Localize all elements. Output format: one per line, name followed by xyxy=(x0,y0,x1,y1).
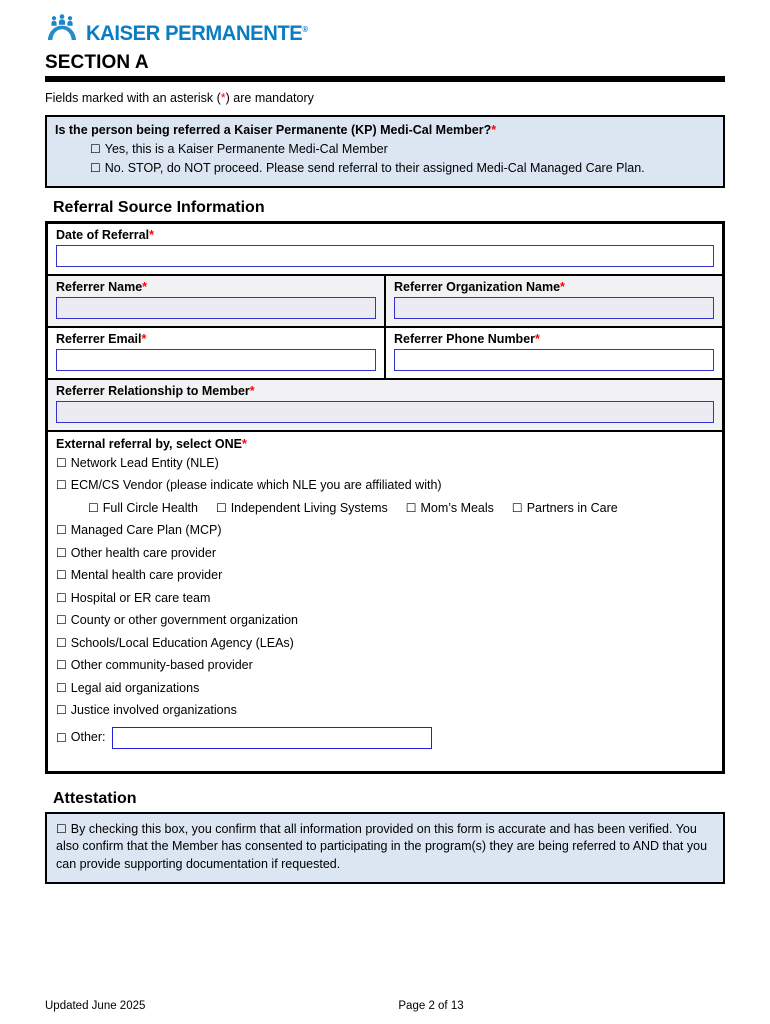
checkbox-icon[interactable]: ☐ xyxy=(215,500,227,515)
referral-source-form xyxy=(45,221,725,774)
field-label: Referrer Phone Number* xyxy=(394,331,540,346)
field-referrer-phone-number xyxy=(386,328,722,378)
checkbox-icon[interactable]: ☐ xyxy=(56,658,67,673)
eligibility-option-yes[interactable] xyxy=(90,140,715,159)
eligibility-option-no[interactable] xyxy=(90,159,715,178)
note-suffix: ) are mandatory xyxy=(225,90,314,105)
checkbox-icon[interactable]: ☐ xyxy=(56,730,67,745)
external-referral-block xyxy=(48,432,722,771)
field-referrer-relationship xyxy=(48,380,722,430)
checkbox-other-row xyxy=(56,727,714,749)
form-row-name-org xyxy=(48,276,722,328)
checkbox-icon[interactable]: ☐ xyxy=(56,478,67,493)
checkbox-icon[interactable]: ☐ xyxy=(56,613,67,628)
external-referral-heading: External referral by, select ONE* xyxy=(56,436,247,451)
referrer-organization-name-input[interactable] xyxy=(394,297,714,319)
checkbox-icon[interactable]: ☐ xyxy=(88,500,99,515)
checkbox-label: County or other government organization xyxy=(70,613,298,628)
option-label: Yes, this is a Kaiser Permanente Medi-Cal Member xyxy=(104,141,388,156)
vendor-label-full-circle-health: Full Circle Health xyxy=(102,500,198,515)
checkbox-label: Justice involved organizations xyxy=(70,703,237,718)
checkbox-label: Hospital or ER care team xyxy=(70,590,211,605)
required-asterisk: * xyxy=(560,279,565,294)
required-asterisk: * xyxy=(249,383,255,398)
checkbox-label-other: Other: xyxy=(70,730,106,745)
vendor-label-independent-living-systems: Independent Living Systems xyxy=(230,500,388,515)
checkbox-justice-involved-organizations[interactable] xyxy=(56,704,714,717)
form-row-external-referral xyxy=(48,432,722,771)
required-asterisk: * xyxy=(535,331,540,346)
vendor-label-moms-meals: Mom’s Meals xyxy=(420,500,494,515)
checkbox-icon[interactable]: ☐ xyxy=(56,455,67,470)
checkbox-icon[interactable]: ☐ xyxy=(90,161,101,176)
attestation-heading: Attestation xyxy=(53,789,137,807)
vendor-options-row xyxy=(88,502,714,515)
checkbox-label: Other health care provider xyxy=(70,545,216,560)
checkbox-mental-health-care-provider[interactable] xyxy=(56,569,714,582)
field-label: Referrer Organization Name* xyxy=(394,279,565,294)
footer-page-number: Page 2 of 13 xyxy=(398,1000,464,1012)
referrer-relationship-input[interactable] xyxy=(56,401,714,423)
option-label: No. STOP, do NOT proceed. Please send referral to their assigned Medi-Cal Managed Care Plan. xyxy=(104,161,645,176)
attestation-box xyxy=(45,812,725,884)
checkbox-icon[interactable]: ☐ xyxy=(511,500,523,515)
checkbox-other-community-based-provider[interactable] xyxy=(56,659,714,672)
checkbox-icon[interactable]: ☐ xyxy=(56,703,67,718)
checkbox-ecm-cs-vendor[interactable] xyxy=(56,479,714,492)
brand-wordmark: KAISER PERMANENTE® xyxy=(86,22,308,45)
checkbox-label: Other community-based provider xyxy=(70,658,253,673)
checkbox-legal-aid-organizations[interactable] xyxy=(56,682,714,695)
attestation-text: By checking this box, you confirm that all information provided on this form is accurate and has been verified. You also confirm that the Member has consented to participating in the program(s) they are being referred to AND that you can provide supporting documentation if requested. xyxy=(56,821,708,872)
required-asterisk: * xyxy=(141,331,147,346)
checkbox-icon[interactable]: ☐ xyxy=(405,500,417,515)
checkbox-schools-local-education-agency[interactable] xyxy=(56,637,714,650)
field-referrer-name xyxy=(48,276,386,326)
form-row-date xyxy=(48,224,722,276)
checkbox-icon[interactable]: ☐ xyxy=(90,141,101,156)
checkbox-icon[interactable]: ☐ xyxy=(56,590,67,605)
referrer-phone-number-input[interactable] xyxy=(394,349,714,371)
checkbox-label: Mental health care provider xyxy=(70,568,223,583)
note-asterisk: * xyxy=(220,90,226,105)
required-asterisk: * xyxy=(142,279,148,294)
field-label: Date of Referral* xyxy=(56,227,154,242)
page-title: SECTION A xyxy=(45,52,149,73)
field-label: Referrer Name* xyxy=(56,279,148,294)
field-label: Referrer Email* xyxy=(56,331,147,346)
checkbox-label: Network Lead Entity (NLE) xyxy=(70,455,219,470)
checkbox-icon[interactable]: ☐ xyxy=(56,635,67,650)
checkbox-label: Schools/Local Education Agency (LEAs) xyxy=(70,635,294,650)
checkbox-hospital-or-er-care-team[interactable] xyxy=(56,592,714,605)
footer-updated: Updated June 2025 xyxy=(45,1000,146,1012)
form-row-relationship xyxy=(48,380,722,432)
checkbox-icon[interactable]: ☐ xyxy=(56,523,67,538)
required-asterisk: * xyxy=(149,227,154,242)
mandatory-note xyxy=(45,91,725,105)
checkbox-icon[interactable]: ☐ xyxy=(56,568,67,583)
field-label: Referrer Relationship to Member* xyxy=(56,383,255,398)
field-referrer-email xyxy=(48,328,386,378)
note-prefix: Fields marked with an asterisk ( xyxy=(45,90,221,105)
referral-source-heading: Referral Source Information xyxy=(53,198,265,216)
checkbox-label: ECM/CS Vendor (please indicate which NLE you are affiliated with) xyxy=(70,478,442,493)
page-footer xyxy=(0,1000,770,1012)
form-row-email-phone xyxy=(48,328,722,380)
checkbox-network-lead-entity[interactable] xyxy=(56,457,714,470)
field-date-of-referral xyxy=(48,224,722,274)
field-referrer-organization-name xyxy=(386,276,722,326)
title-divider xyxy=(45,76,725,82)
referrer-email-input[interactable] xyxy=(56,349,376,371)
eligibility-box xyxy=(45,115,725,188)
vendor-label-partners-in-care: Partners in Care xyxy=(526,500,618,515)
referrer-name-input[interactable] xyxy=(56,297,376,319)
kaiser-permanente-fan-logo xyxy=(45,14,79,44)
eligibility-question: Is the person being referred a Kaiser Permanente (KP) Medi-Cal Member?* xyxy=(55,122,497,137)
date-of-referral-input[interactable] xyxy=(56,245,714,267)
trademark-mark: ® xyxy=(302,25,308,34)
attestation-checkbox-icon[interactable]: ☐ xyxy=(56,821,67,836)
checkbox-label: Managed Care Plan (MCP) xyxy=(70,523,222,538)
other-text-input[interactable] xyxy=(112,727,432,749)
checkbox-managed-care-plan[interactable] xyxy=(56,524,714,537)
checkbox-other-health-care-provider[interactable] xyxy=(56,547,714,560)
required-asterisk: * xyxy=(491,122,497,137)
checkbox-icon[interactable]: ☐ xyxy=(56,545,67,560)
required-asterisk: * xyxy=(241,436,247,451)
checkbox-county-or-government-organization[interactable] xyxy=(56,614,714,627)
brand-logo xyxy=(45,0,725,44)
checkbox-label: Legal aid organizations xyxy=(70,680,200,695)
checkbox-icon[interactable]: ☐ xyxy=(56,680,67,695)
